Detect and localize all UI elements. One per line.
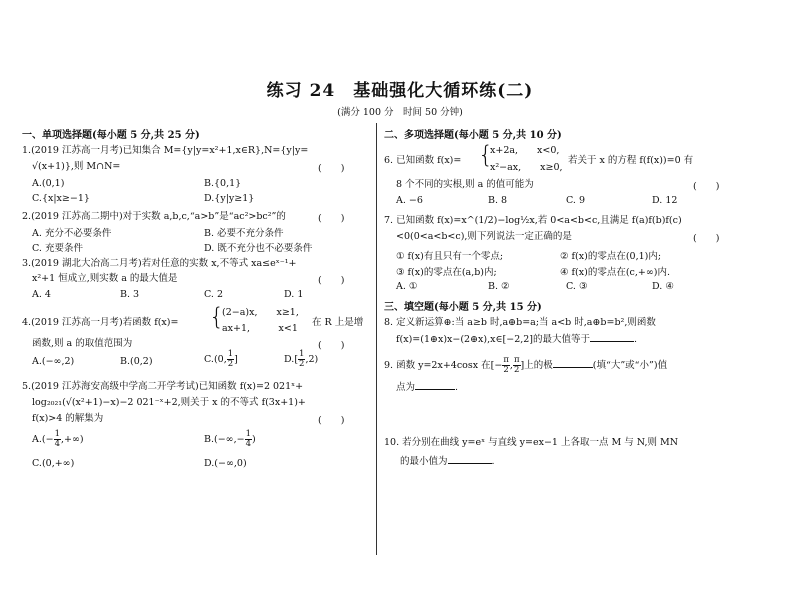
q8-line2: f(x)=(1⊕x)x−(2⊕x),x∈[−2,2]的最大值等于 .: [396, 334, 638, 345]
q4-case1: (2−a)x, x≥1,: [222, 307, 299, 318]
page-subtitle: (满分 100 分 时间 50 分钟): [337, 107, 463, 118]
section-heading-single-choice: 一、单项选择题(每小题 5 分,共 25 分): [22, 130, 200, 141]
q5-line2: log₂₀₂₁(√(x²+1)−x)−2 021⁻ˣ+2,则关于 x 的不等式 f(3x+1)+: [32, 397, 306, 408]
q4-case2: ax+1, x<1: [222, 323, 298, 334]
q6-option-d: D. 12: [652, 195, 678, 206]
q1-line1: 1.(2019 江苏高一月考)已知集合 M={y|y=x²+1,x∈R},N={y|y=: [22, 145, 309, 156]
q4-option-a: A.(−∞,2): [32, 356, 75, 367]
q5-option-d: D.(−∞,0): [204, 458, 247, 469]
q7-option-c: C. ③: [566, 281, 588, 292]
q10-line1: 10. 若分别在曲线 y=eˣ 与直线 y=ex−1 上各取一点 M 与 N,则 MN: [384, 437, 679, 448]
q1-option-d: D.{y|y≥1}: [204, 193, 255, 204]
q4-option-b: B.(0,2): [120, 356, 153, 367]
q2-option-d: D. 既不充分也不必要条件: [204, 243, 313, 254]
q4-answer-paren: ( ): [318, 340, 345, 351]
q6-stem-suffix: 若关于 x 的方程 f(f(x))=0 有: [568, 155, 694, 166]
q5-line1: 5.(2019 江苏海安高级中学高二开学考试)已知函数 f(x)=2 021ˣ+: [22, 381, 304, 392]
q4-option-c: C.(0, $\frac{1}{2}$ ]: [204, 349, 238, 369]
q9-line2: 点为 .: [396, 382, 459, 393]
q4-piecewise-brace: {: [209, 303, 225, 331]
q2-option-c: C. 充要条件: [32, 243, 83, 254]
q7-option-a: A. ①: [396, 281, 418, 292]
column-divider: [376, 123, 377, 555]
q5-option-c: C.(0,+∞): [32, 458, 75, 469]
q6-option-a: A. −6: [396, 195, 423, 206]
q4-option-d: D.[ $\frac{1}{2}$ ,2): [284, 349, 319, 369]
q7-statement-4: ④ f(x)的零点在(c,+∞)内.: [560, 267, 670, 278]
q1-line2: √(x+1)},则 M∩N=: [32, 161, 121, 172]
q2-option-a: A. 充分不必要条件: [32, 228, 112, 239]
q3-option-c: C. 2: [204, 289, 224, 300]
q6-case2: x²−ax, x≥0,: [490, 162, 563, 173]
q3-option-d: D. 1: [284, 289, 304, 300]
q7-statement-2: ② f(x)的零点在(0,1)内;: [560, 251, 662, 262]
q1-answer-paren: ( ): [318, 163, 345, 174]
q1-option-c: C.{x|x≥−1}: [32, 193, 90, 204]
q7-option-d: D. ④: [652, 281, 674, 292]
q5-option-b: B.(−∞,− $\frac{1}{4}$ ): [204, 429, 256, 449]
q1-option-a: A.(0,1): [32, 178, 65, 189]
q2-option-b: B. 必要不充分条件: [204, 228, 284, 239]
q6-stem-prefix: 6. 已知函数 f(x)=: [384, 155, 462, 166]
q5-line3: f(x)>4 的解集为: [32, 413, 104, 424]
q9-line1: 9. 函数 y=2x+4cosx 在[− $\frac{\pi}{2}$ , $\frac{\pi}{2}$ ]上的极 (填“大”或“小”)值: [384, 355, 668, 375]
q8-answer-blank[interactable]: [590, 332, 634, 342]
q5-option-a: A.(− $\frac{1}{4}$ ,+∞): [32, 429, 84, 449]
q1-option-b: B.{0,1}: [204, 178, 242, 189]
q6-option-c: C. 9: [566, 195, 586, 206]
q2-line1: 2.(2019 江苏高二期中)对于实数 a,b,c,“a>b”是“ac²>bc²”的: [22, 211, 286, 222]
q7-option-b: B. ②: [488, 281, 510, 292]
q10-line2: 的最小值为 .: [400, 456, 495, 467]
q10-answer-blank[interactable]: [448, 454, 492, 464]
q6-option-b: B. 8: [488, 195, 508, 206]
q7-line2: <0(0<a<b<c),则下列说法一定正确的是: [396, 231, 572, 242]
section-heading-fill-blank: 三、填空题(每小题 5 分,共 15 分): [384, 302, 542, 313]
q4-stem-prefix: 4.(2019 江苏高一月考)若函数 f(x)=: [22, 317, 179, 328]
q7-answer-paren: ( ): [693, 233, 720, 244]
q6-case1: x+2a, x<0,: [490, 145, 560, 156]
q9-answer-blank-2[interactable]: [415, 380, 455, 390]
q3-option-a: A. 4: [32, 289, 51, 300]
q5-answer-paren: ( ): [318, 415, 345, 426]
section-heading-multi-choice: 二、多项选择题(每小题 5 分,共 10 分): [384, 130, 562, 141]
q6-line2: 8 个不同的实根,则 a 的值可能为: [396, 179, 534, 190]
q6-answer-paren: ( ): [693, 181, 720, 192]
q3-line1: 3.(2019 湖北大冶高二月考)若对任意的实数 x,不等式 xa≤eˣ⁻¹+: [22, 258, 297, 269]
q7-line1: 7. 已知函数 f(x)=x^(1/2)−log½x,若 0<a<b<c,且满足 f(a)f(b)f(c): [384, 215, 682, 226]
page-title: 练习 24 基础强化大循环练(二): [266, 81, 534, 101]
q2-answer-paren: ( ): [318, 213, 345, 224]
q4-line2: 函数,则 a 的取值范围为: [32, 338, 133, 349]
q6-piecewise-brace: {: [478, 141, 494, 169]
q9-answer-blank-1[interactable]: [553, 358, 593, 368]
q7-statement-1: ① f(x)有且只有一个零点;: [396, 251, 504, 262]
q3-answer-paren: ( ): [318, 275, 345, 286]
q7-statement-3: ③ f(x)的零点在(a,b)内;: [396, 267, 497, 278]
q3-line2: x²+1 恒成立,则实数 a 的最大值是: [32, 273, 178, 284]
q4-stem-suffix: 在 R 上是增: [312, 317, 364, 328]
q3-option-b: B. 3: [120, 289, 140, 300]
q8-line1: 8. 定义新运算⊕:当 a≥b 时,a⊕b=a;当 a<b 时,a⊕b=b²,则函数: [384, 317, 656, 328]
